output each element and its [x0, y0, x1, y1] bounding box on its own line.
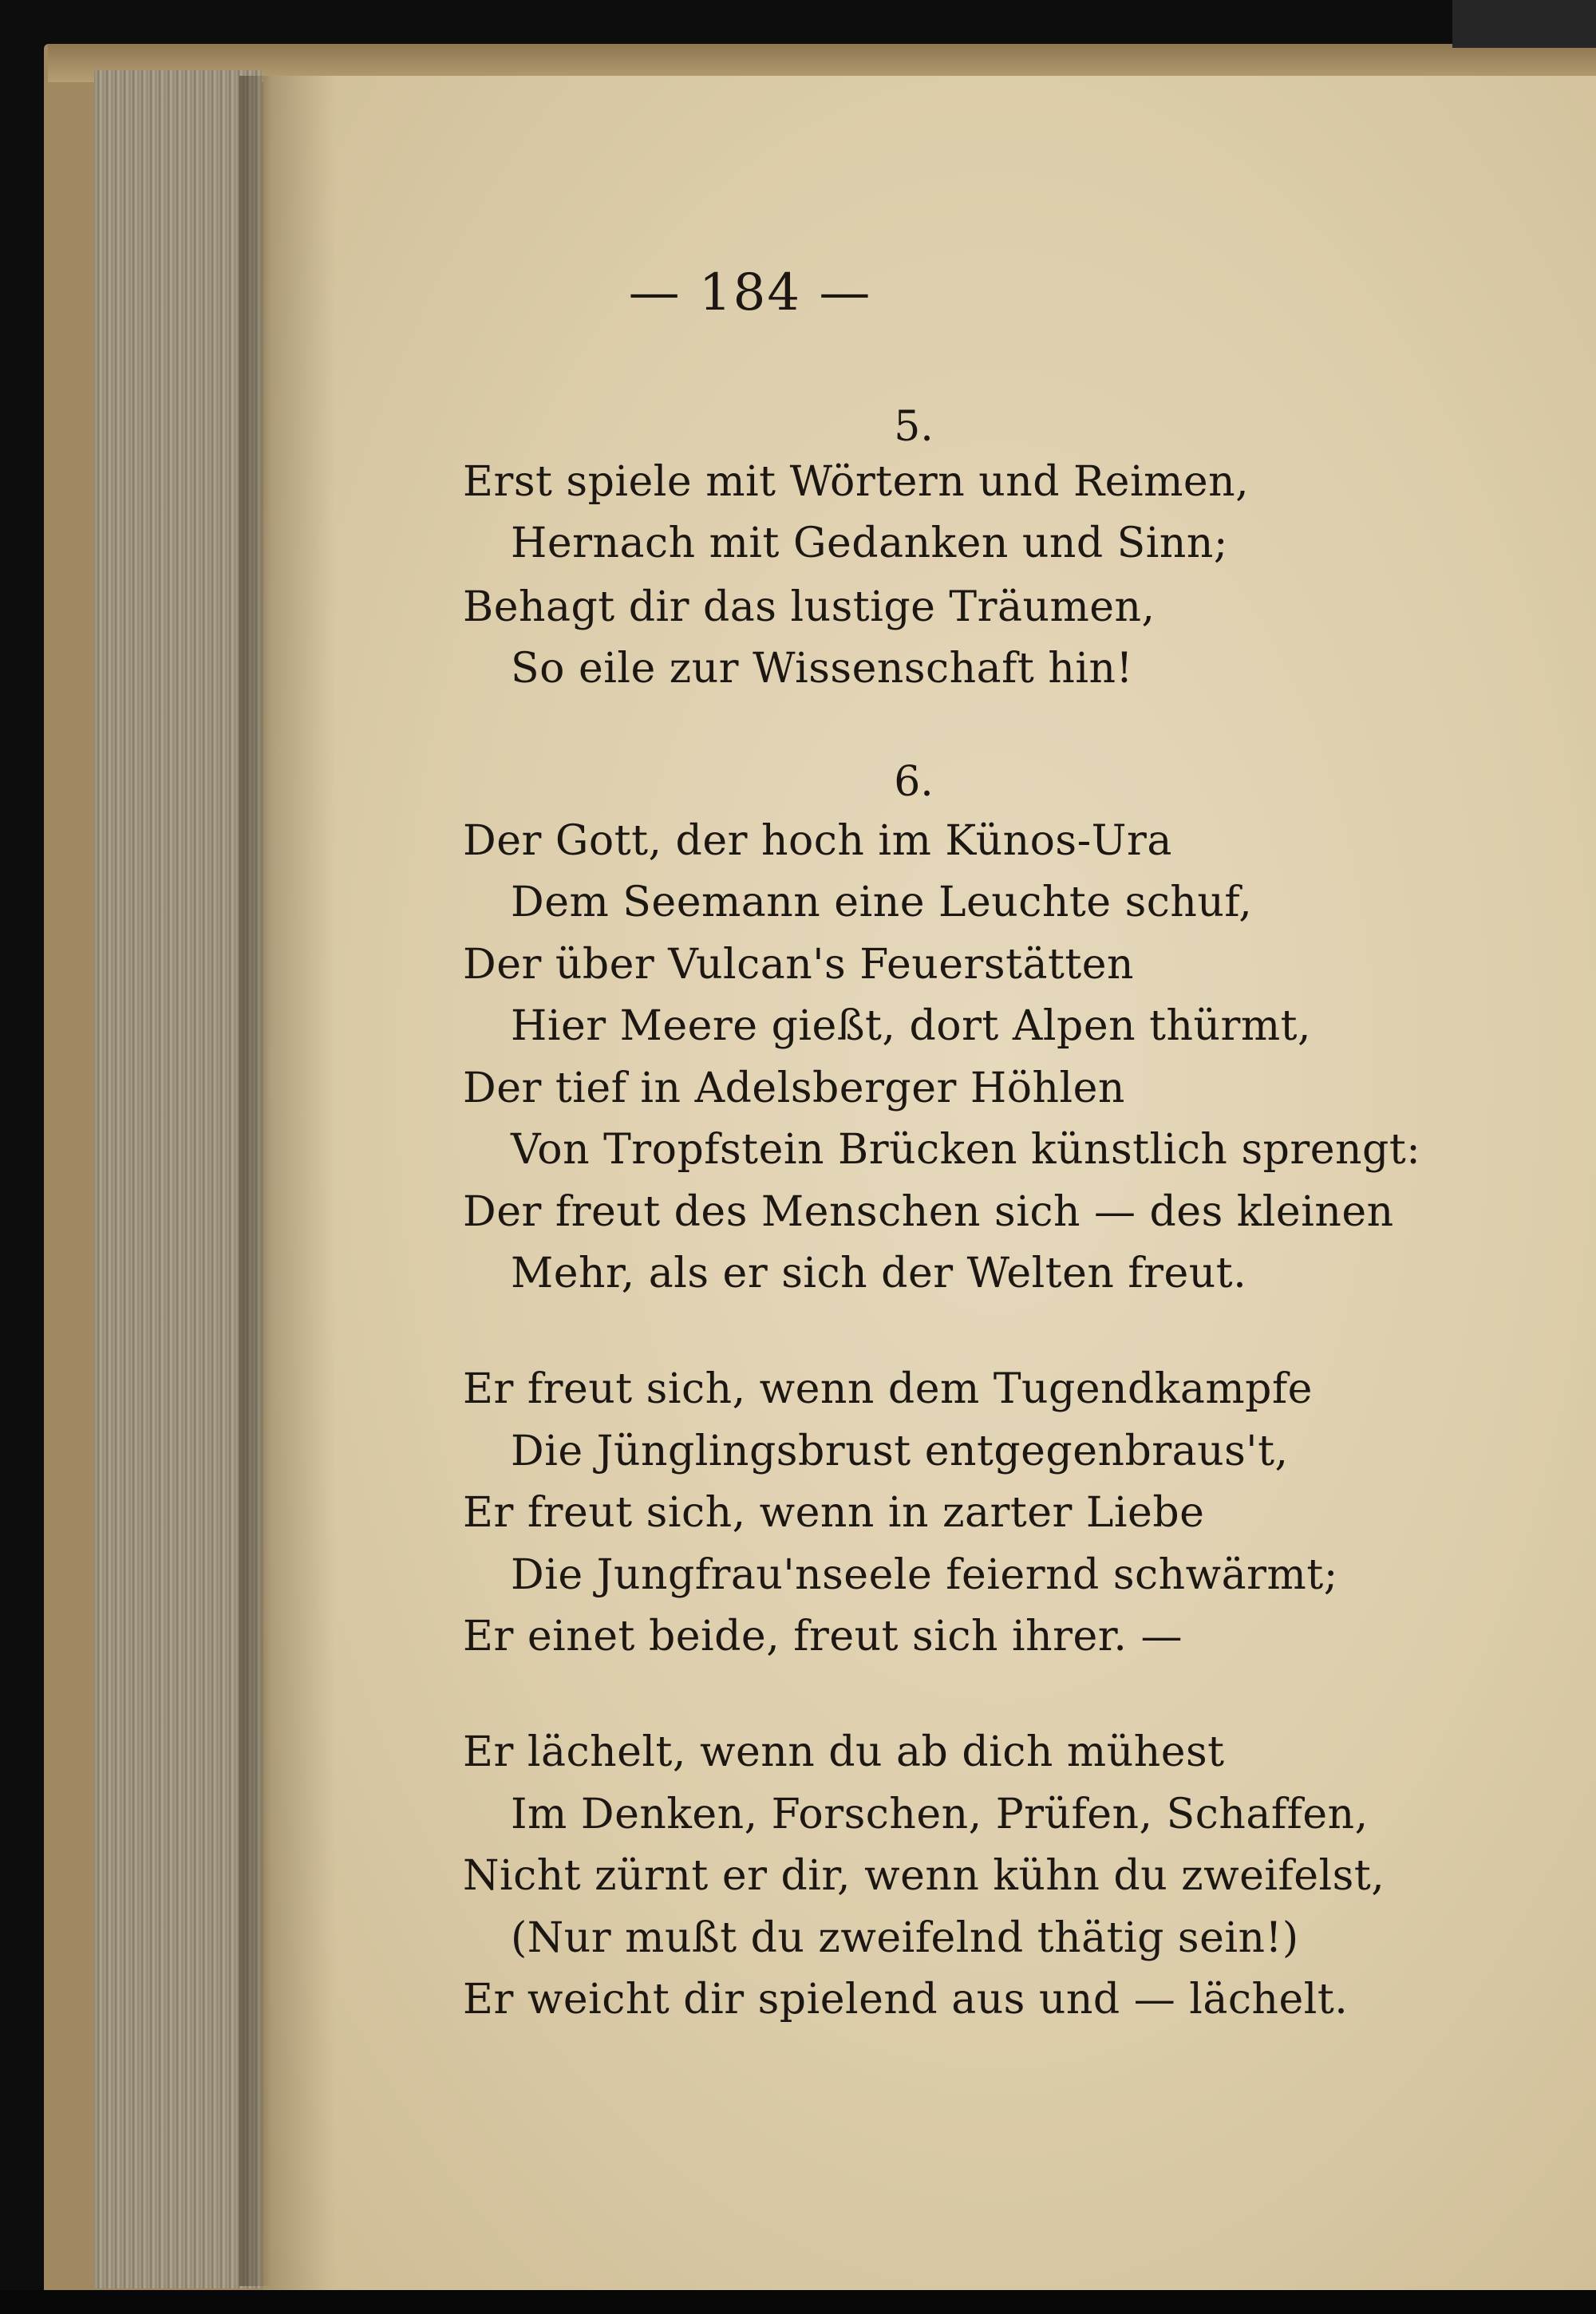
stanza-number: 5.	[894, 403, 934, 451]
verse-line: Er freut sich, wenn in zarter Liebe	[463, 1489, 1205, 1537]
verse-line: Von Tropfstein Brücken künstlich sprengt:	[511, 1126, 1421, 1174]
verse-line: Nicht zürnt er dir, wenn kühn du zweifelst,	[463, 1852, 1385, 1900]
page-number: — 184 —	[628, 263, 872, 322]
verse-line: Er einet beide, freut sich ihrer. —	[463, 1613, 1183, 1660]
verse-line: Dem Seemann eine Leuchte schuf,	[511, 879, 1253, 926]
verse-line: Im Denken, Forschen, Prüfen, Schaffen,	[511, 1791, 1369, 1838]
verse-line: Er freut sich, wenn dem Tugendkampfe	[463, 1365, 1313, 1413]
verse-line: So eile zur Wissenschaft hin!	[511, 645, 1133, 693]
verse-line: Die Jünglingsbrust entgegenbraus't,	[511, 1427, 1289, 1475]
verse-line: Der Gott, der hoch im Künos-Ura	[463, 817, 1172, 865]
verse-line: Hernach mit Gedanken und Sinn;	[511, 519, 1228, 567]
stanza-number: 6.	[894, 758, 934, 806]
verse-line: Er weicht dir spielend aus und — lächelt.	[463, 1976, 1349, 2024]
verse-line: (Nur mußt du zweifelnd thätig sein!)	[511, 1914, 1299, 1962]
verse-line: Hier Meere gießt, dort Alpen thürmt,	[511, 1002, 1312, 1050]
verse-line: Er lächelt, wenn du ab dich mühest	[463, 1728, 1225, 1776]
verse-line: Der freut des Menschen sich — des kleinen	[463, 1188, 1394, 1236]
verse-line: Der über Vulcan's Feuerstätten	[463, 941, 1135, 989]
verse-line: Behagt dir das lustige Träumen,	[463, 583, 1156, 631]
verse-line: Mehr, als er sich der Welten freut.	[511, 1250, 1247, 1297]
verse-line: Der tief in Adelsberger Höhlen	[463, 1064, 1125, 1112]
verse-line: Die Jungfrau'nseele feiernd schwärmt;	[511, 1551, 1338, 1599]
verse-line: Erst spiele mit Wörtern und Reimen,	[463, 458, 1250, 506]
